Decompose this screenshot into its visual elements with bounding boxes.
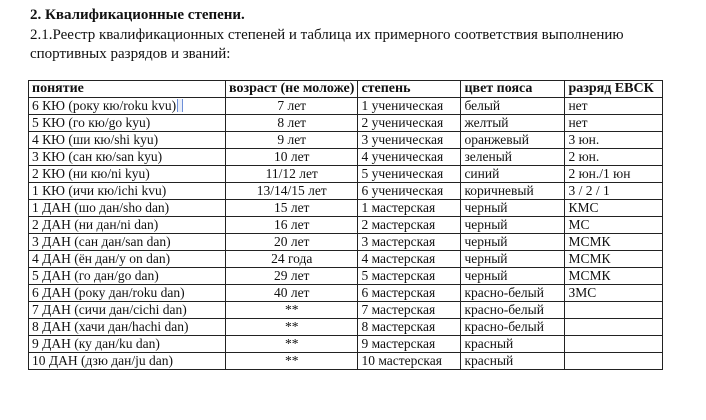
table-row — [29, 217, 663, 234]
age-cell: ** — [226, 336, 358, 353]
table-row — [29, 115, 663, 132]
degree-cell: 1 мастерская — [358, 200, 461, 217]
section-heading: 2. Квалификационные степени. — [30, 7, 245, 23]
rank-cell: 2 юн./1 юн — [565, 166, 663, 183]
age-cell: 20 лет — [226, 234, 358, 251]
rank-cell — [565, 319, 663, 336]
belt-color-cell: оранжевый — [461, 132, 565, 149]
concept-cell: 2 КЮ (ни кю/ni kyu) — [29, 166, 226, 183]
age-cell: 8 лет — [226, 115, 358, 132]
header-age: возраст (не моложе) — [226, 81, 358, 98]
age-cell: 29 лет — [226, 268, 358, 285]
qualification-table — [28, 80, 663, 370]
belt-color-cell: коричневый — [461, 183, 565, 200]
belt-color-cell: красно-белый — [461, 285, 565, 302]
table-body — [29, 98, 663, 370]
table-row — [29, 268, 663, 285]
table-row — [29, 319, 663, 336]
table-row — [29, 200, 663, 217]
belt-color-cell: красный — [461, 336, 565, 353]
rank-cell: 3 юн. — [565, 132, 663, 149]
degree-cell: 6 ученическая — [358, 183, 461, 200]
degree-cell: 10 мастерская — [358, 353, 461, 370]
table-row — [29, 251, 663, 268]
concept-cell: 5 КЮ (го кю/go kyu) — [29, 115, 226, 132]
rank-cell: МС — [565, 217, 663, 234]
table-row — [29, 285, 663, 302]
concept-cell: 2 ДАН (ни дан/ni dan) — [29, 217, 226, 234]
concept-cell: 7 ДАН (сичи дан/cichi dan) — [29, 302, 226, 319]
age-cell: 16 лет — [226, 217, 358, 234]
degree-cell: 5 мастерская — [358, 268, 461, 285]
table-row — [29, 302, 663, 319]
table-header-row — [29, 81, 663, 98]
degree-cell: 2 мастерская — [358, 217, 461, 234]
concept-cell: 1 ДАН (шо дан/sho dan) — [29, 200, 226, 217]
belt-color-cell: черный — [461, 234, 565, 251]
rank-cell: ЗМС — [565, 285, 663, 302]
age-cell: 7 лет — [226, 98, 358, 115]
header-concept: понятие — [29, 81, 226, 98]
degree-cell: 1 ученическая — [358, 98, 461, 115]
age-cell: 9 лет — [226, 132, 358, 149]
rank-cell: МСМК — [565, 268, 663, 285]
concept-cell: 3 КЮ (сан кю/san kyu) — [29, 149, 226, 166]
concept-cell: 4 КЮ (ши кю/shi kyu) — [29, 132, 226, 149]
rank-cell: 2 юн. — [565, 149, 663, 166]
belt-color-cell: черный — [461, 251, 565, 268]
age-cell: 10 лет — [226, 149, 358, 166]
concept-cell: 1 КЮ (ичи кю/ichi kvu) — [29, 183, 226, 200]
degree-cell: 8 мастерская — [358, 319, 461, 336]
age-cell: 11/12 лет — [226, 166, 358, 183]
concept-cell: 9 ДАН (ку дан/ku dan) — [29, 336, 226, 353]
table-row — [29, 183, 663, 200]
degree-cell: 6 мастерская — [358, 285, 461, 302]
belt-color-cell: синий — [461, 166, 565, 183]
table-row — [29, 149, 663, 166]
belt-color-cell: белый — [461, 98, 565, 115]
belt-color-cell: красно-белый — [461, 302, 565, 319]
belt-color-cell: зеленый — [461, 149, 565, 166]
concept-cell: 8 ДАН (хачи дан/hachi dan) — [29, 319, 226, 336]
table-row — [29, 132, 663, 149]
degree-cell: 2 ученическая — [358, 115, 461, 132]
age-cell: 24 года — [226, 251, 358, 268]
degree-cell: 3 мастерская — [358, 234, 461, 251]
intro-paragraph — [30, 26, 690, 64]
table-row — [29, 234, 663, 251]
intro-line-2: спортивных разрядов и званий: — [30, 46, 231, 62]
age-cell: 15 лет — [226, 200, 358, 217]
rank-cell — [565, 302, 663, 319]
concept-cell: 6 КЮ (року кю/roku kvu) — [29, 98, 226, 115]
rank-cell: МСМК — [565, 234, 663, 251]
concept-cell: 10 ДАН (дзю дан/ju dan) — [29, 353, 226, 370]
text-cursor — [177, 99, 183, 112]
concept-cell: 5 ДАН (го дан/go dan) — [29, 268, 226, 285]
rank-cell — [565, 336, 663, 353]
belt-color-cell: желтый — [461, 115, 565, 132]
degree-cell: 4 ученическая — [358, 149, 461, 166]
concept-cell: 6 ДАН (року дан/roku dan) — [29, 285, 226, 302]
degree-cell: 7 мастерская — [358, 302, 461, 319]
belt-color-cell: красно-белый — [461, 319, 565, 336]
rank-cell — [565, 353, 663, 370]
rank-cell: нет — [565, 98, 663, 115]
table-row — [29, 336, 663, 353]
table-row — [29, 98, 663, 115]
intro-line-1: 2.1.Реестр квалификационных степеней и таблица их примерного соответствия выполнению — [30, 27, 624, 43]
rank-cell: 3 / 2 / 1 — [565, 183, 663, 200]
header-rank: разряд ЕВСК — [565, 81, 663, 98]
concept-cell: 3 ДАН (сан дан/san dan) — [29, 234, 226, 251]
degree-cell: 5 ученическая — [358, 166, 461, 183]
age-cell: ** — [226, 319, 358, 336]
degree-cell: 9 мастерская — [358, 336, 461, 353]
age-cell: 13/14/15 лет — [226, 183, 358, 200]
belt-color-cell: черный — [461, 268, 565, 285]
table-row — [29, 166, 663, 183]
concept-cell: 4 ДАН (ён дан/y on dan) — [29, 251, 226, 268]
header-degree: степень — [358, 81, 461, 98]
header-belt-color: цвет пояса — [461, 81, 565, 98]
age-cell: ** — [226, 302, 358, 319]
belt-color-cell: красный — [461, 353, 565, 370]
age-cell: 40 лет — [226, 285, 358, 302]
table-row — [29, 353, 663, 370]
belt-color-cell: черный — [461, 200, 565, 217]
rank-cell: МСМК — [565, 251, 663, 268]
belt-color-cell: черный — [461, 217, 565, 234]
degree-cell: 4 мастерская — [358, 251, 461, 268]
degree-cell: 3 ученическая — [358, 132, 461, 149]
rank-cell: нет — [565, 115, 663, 132]
age-cell: ** — [226, 353, 358, 370]
rank-cell: КМС — [565, 200, 663, 217]
